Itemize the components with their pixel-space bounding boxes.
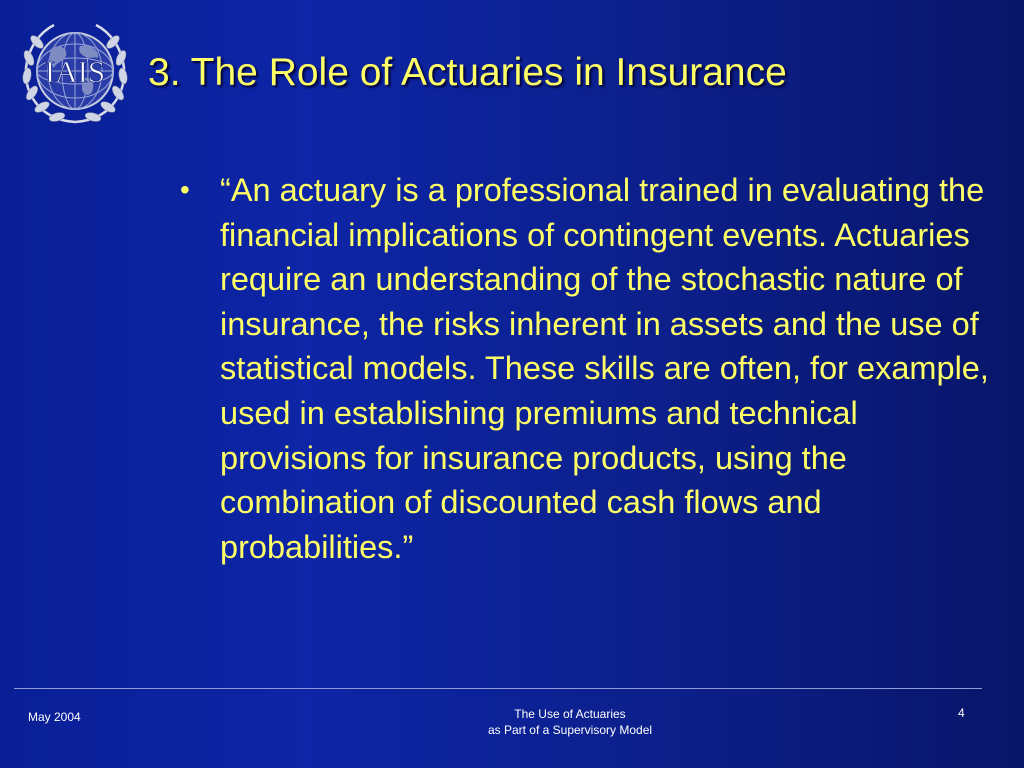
bullet-item <box>180 168 990 569</box>
footer-title-line2: as Part of a Supervisory Model <box>487 723 653 737</box>
slide-title: 3. The Role of Actuaries in Insurance <box>148 51 787 94</box>
bullet-text: “An actuary is a professional trained in evaluating the financial implications of contingent events. Actuaries require an understanding of the stochastic nature of insurance, the risks inherent in assets and the use of statistical models. These skills are often, for example, used in establishing premiums and technical provisions for insurance products, using the combination of discounted cash flows and probabilities.” <box>220 172 989 565</box>
page-number: 4 <box>958 706 965 720</box>
slide-body <box>180 168 990 569</box>
logo-text: IAIS <box>44 54 106 89</box>
iais-logo <box>20 18 130 128</box>
bullet-marker: • <box>180 174 190 205</box>
footer-date: May 2004 <box>28 710 81 724</box>
footer-divider <box>14 688 982 689</box>
footer-title-line1: The Use of Actuaries <box>514 707 626 721</box>
footer-title <box>420 706 720 738</box>
